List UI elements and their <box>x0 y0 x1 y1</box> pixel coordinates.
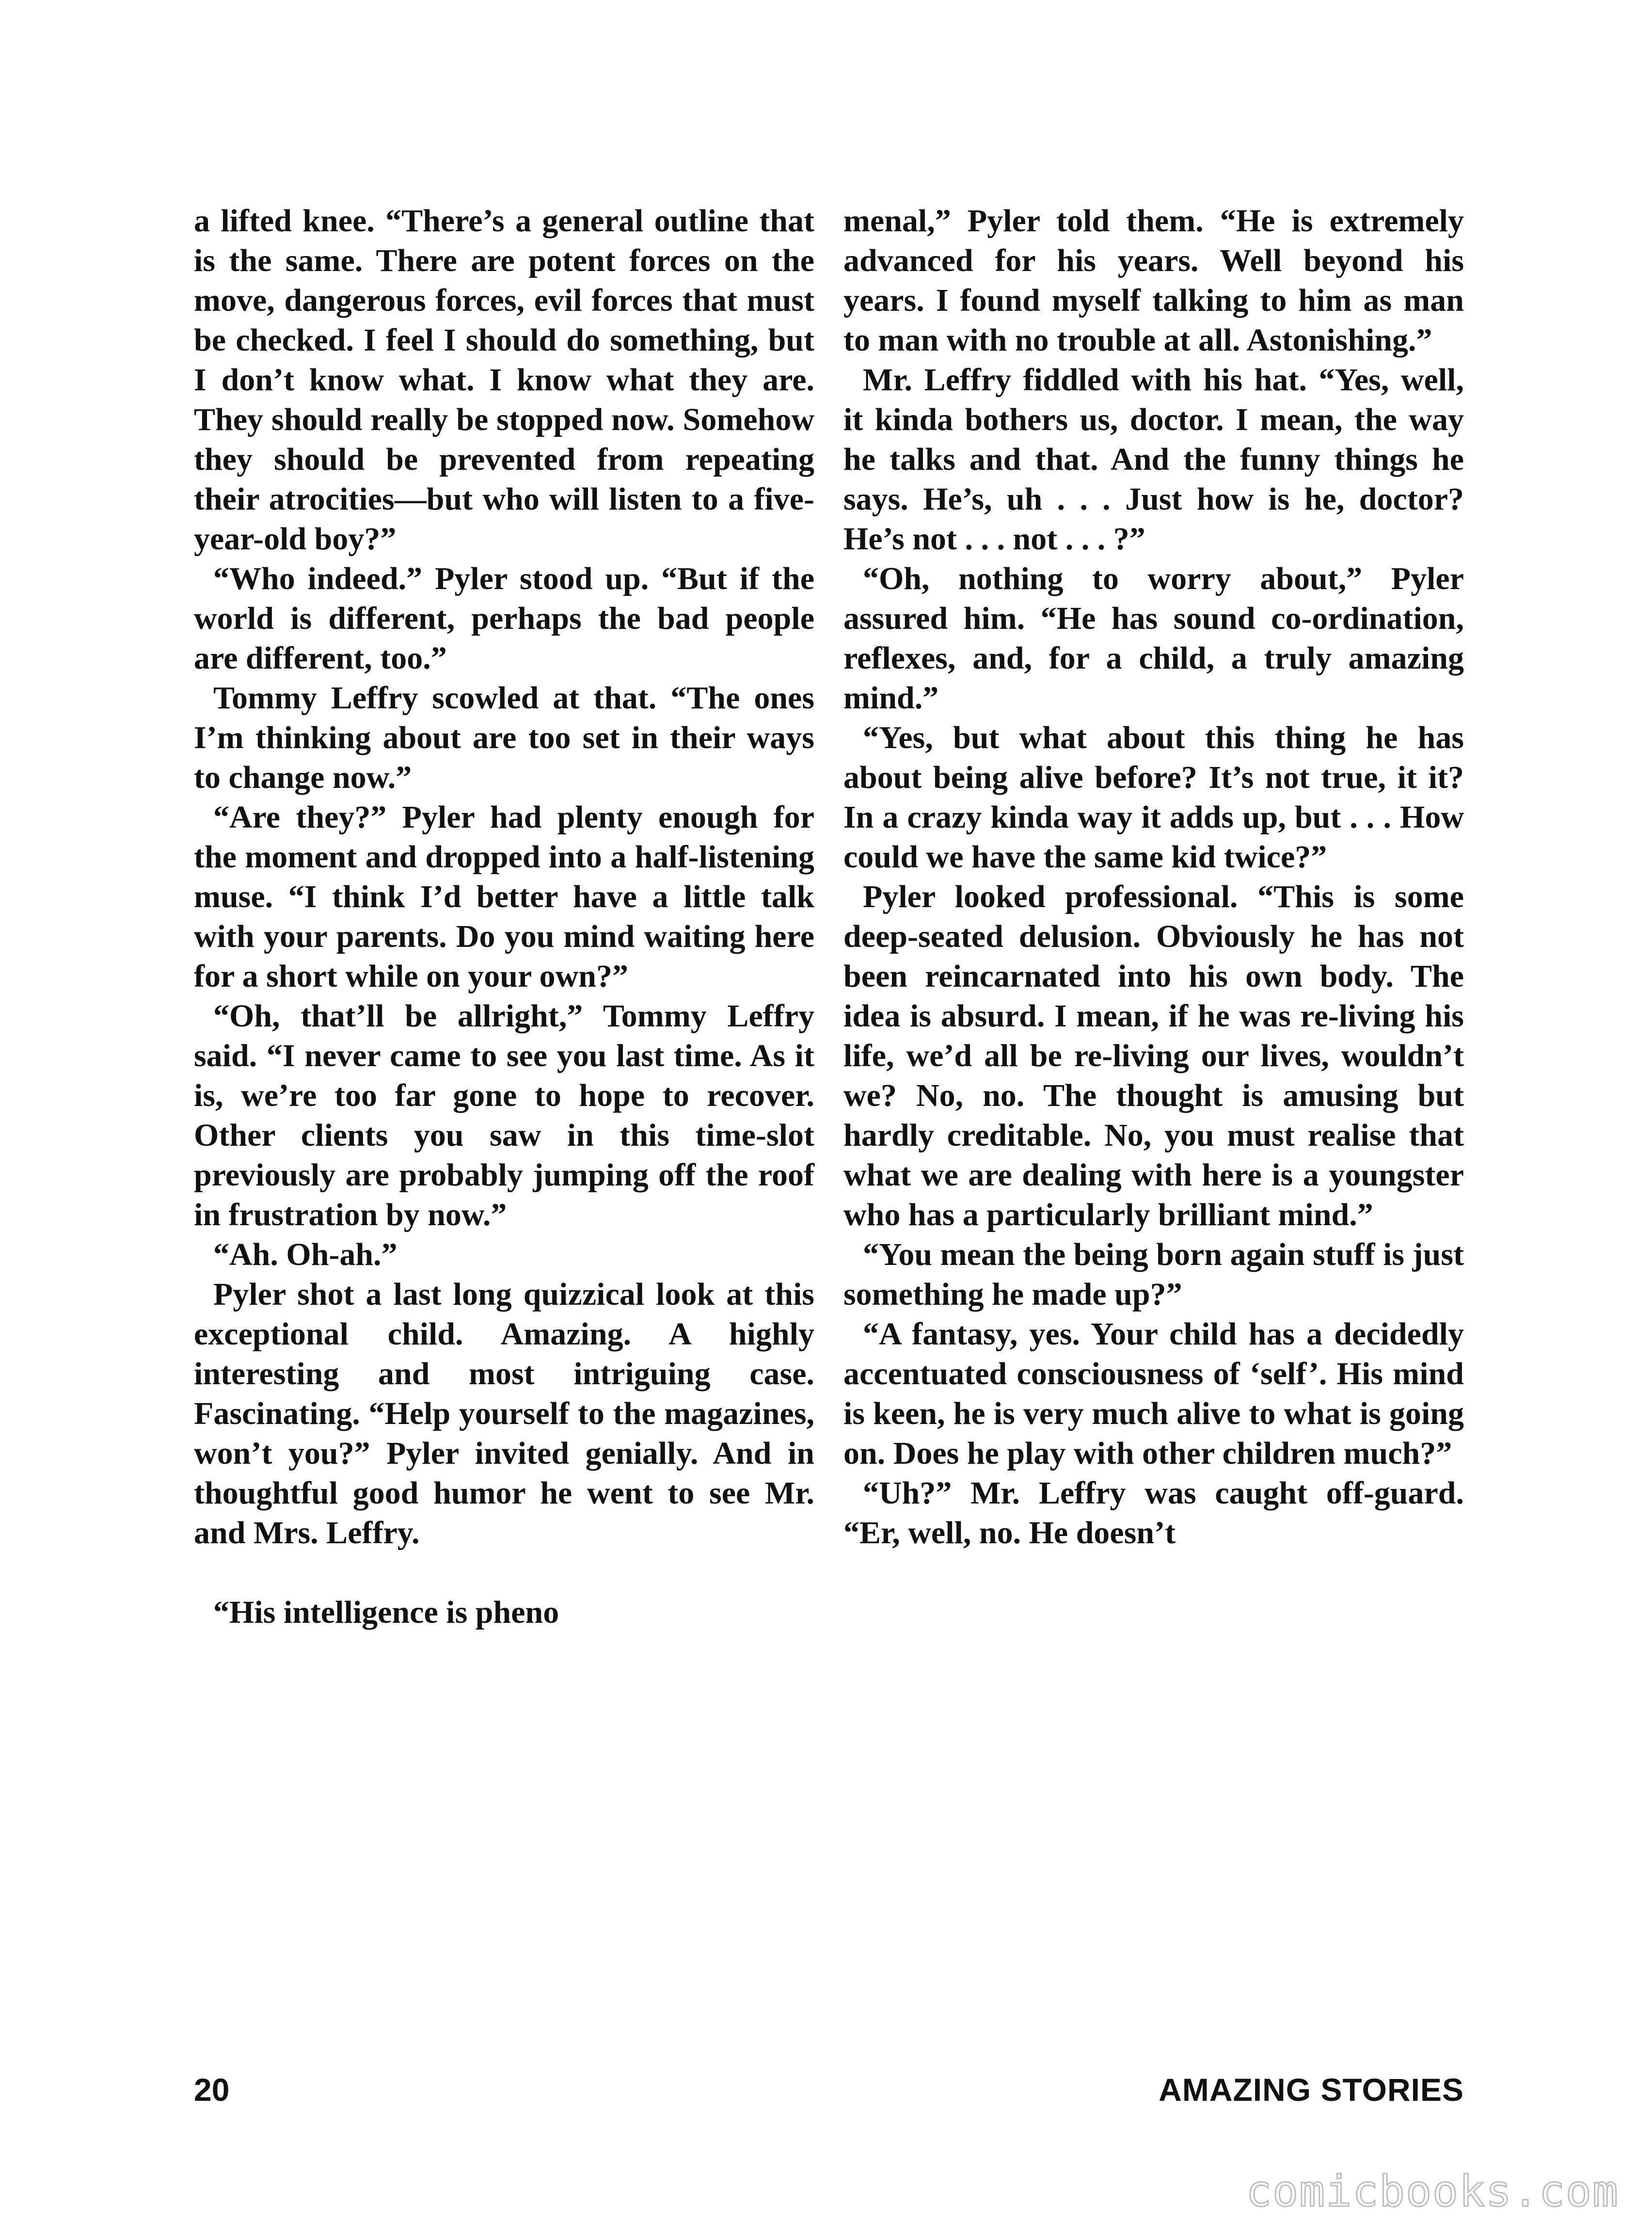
running-title: AMAZING STORIES <box>1159 2072 1464 2108</box>
paragraph: “Ah. Oh-ah.” <box>213 1237 397 1272</box>
paragraph: “You mean the being born again stuff is just something he made up?” <box>843 1237 1464 1312</box>
paragraph: “Oh, nothing to worry about,” Pyler assured him. “He has sound co-ordination, reflexes, and, for a child, a truly amazing mind.” <box>843 561 1464 716</box>
paragraph: “Uh?” Mr. Leffry was caught off-guard. “Er, well, no. He doesn’t <box>843 1475 1464 1551</box>
paragraph: a lifted knee. “There’s a general outline that is the same. There are potent forces on the move, dangerous forces, evil forces that must be checked. I feel I should do something, but I don’t know what. I know what they are. They should really be stopped now. Somehow they should be prevented from repeating their atrocities—but who will listen to a five-year-old boy?” <box>194 203 814 557</box>
paragraph: “Oh, that’ll be allright,” Tommy Leffry said. “I never came to see you last time. As it is, we’re too far gone to hope to recover. Other clients you saw in this time-slot previously are probably jumping off the roof in frustration by now.” <box>194 998 814 1232</box>
paragraph: Mr. Leffry fiddled with his hat. “Yes, well, it kinda bothers us, doctor. I mean, the way he talks and that. And the funny things he says. He’s, uh . . . Just how is he, doctor? He’s not . . . not . . . ?” <box>843 362 1464 557</box>
paragraph: menal,” Pyler told them. “He is extremely advanced for his years. Well beyond his years. I found myself talking to him as man to man with no trouble at all. Astonishing.” <box>843 203 1464 358</box>
left-text-column <box>194 201 814 1632</box>
watermark: comicbooks.com <box>1246 2166 1619 2216</box>
paragraph: Pyler shot a last long quizzical look at this exceptional child. Amazing. A highly interesting and most intriguing case. Fascinating. “Help yourself to the magazines, won’t you?” Pyler invited genially. And in thoughtful good humor he went to see Mr. and Mrs. Leffry. <box>194 1277 814 1551</box>
paragraph: “His intelligence is pheno <box>213 1595 559 1630</box>
paragraph: “Are they?” Pyler had plenty enough for the moment and dropped into a half-listening muse. “I think I’d better have a little talk with your parents. Do you mind waiting here for a short while on your own?” <box>194 800 814 994</box>
paragraph: Tommy Leffry scowled at that. “The ones I’m thinking about are too set in their ways to change now.” <box>194 680 814 795</box>
page-number: 20 <box>194 2072 230 2108</box>
paragraph: Pyler looked professional. “This is some deep-seated delusion. Obviously he has not been reincarnated into his own body. The idea is absurd. I mean, if he was re-living his life, we’d all be re-living our lives, wouldn’t we? No, no. The thought is amusing but hardly creditable. No, you must realise that what we are dealing with here is a youngster who has a particularly brilliant mind.” <box>843 879 1464 1232</box>
paragraph: “Yes, but what about this thing he has about being alive before? It’s not true, it it? In a crazy kinda way it adds up, but . . . How could we have the same kid twice?” <box>843 720 1464 875</box>
right-text-column <box>843 201 1464 1553</box>
paragraph: “Who indeed.” Pyler stood up. “But if the world is different, perhaps the bad people are different, too.” <box>194 561 814 676</box>
paragraph: “A fantasy, yes. Your child has a decidedly accentuated consciousness of ‘self’. His mind is keen, he is very much alive to what is going on. Does he play with other children much?” <box>843 1316 1464 1471</box>
